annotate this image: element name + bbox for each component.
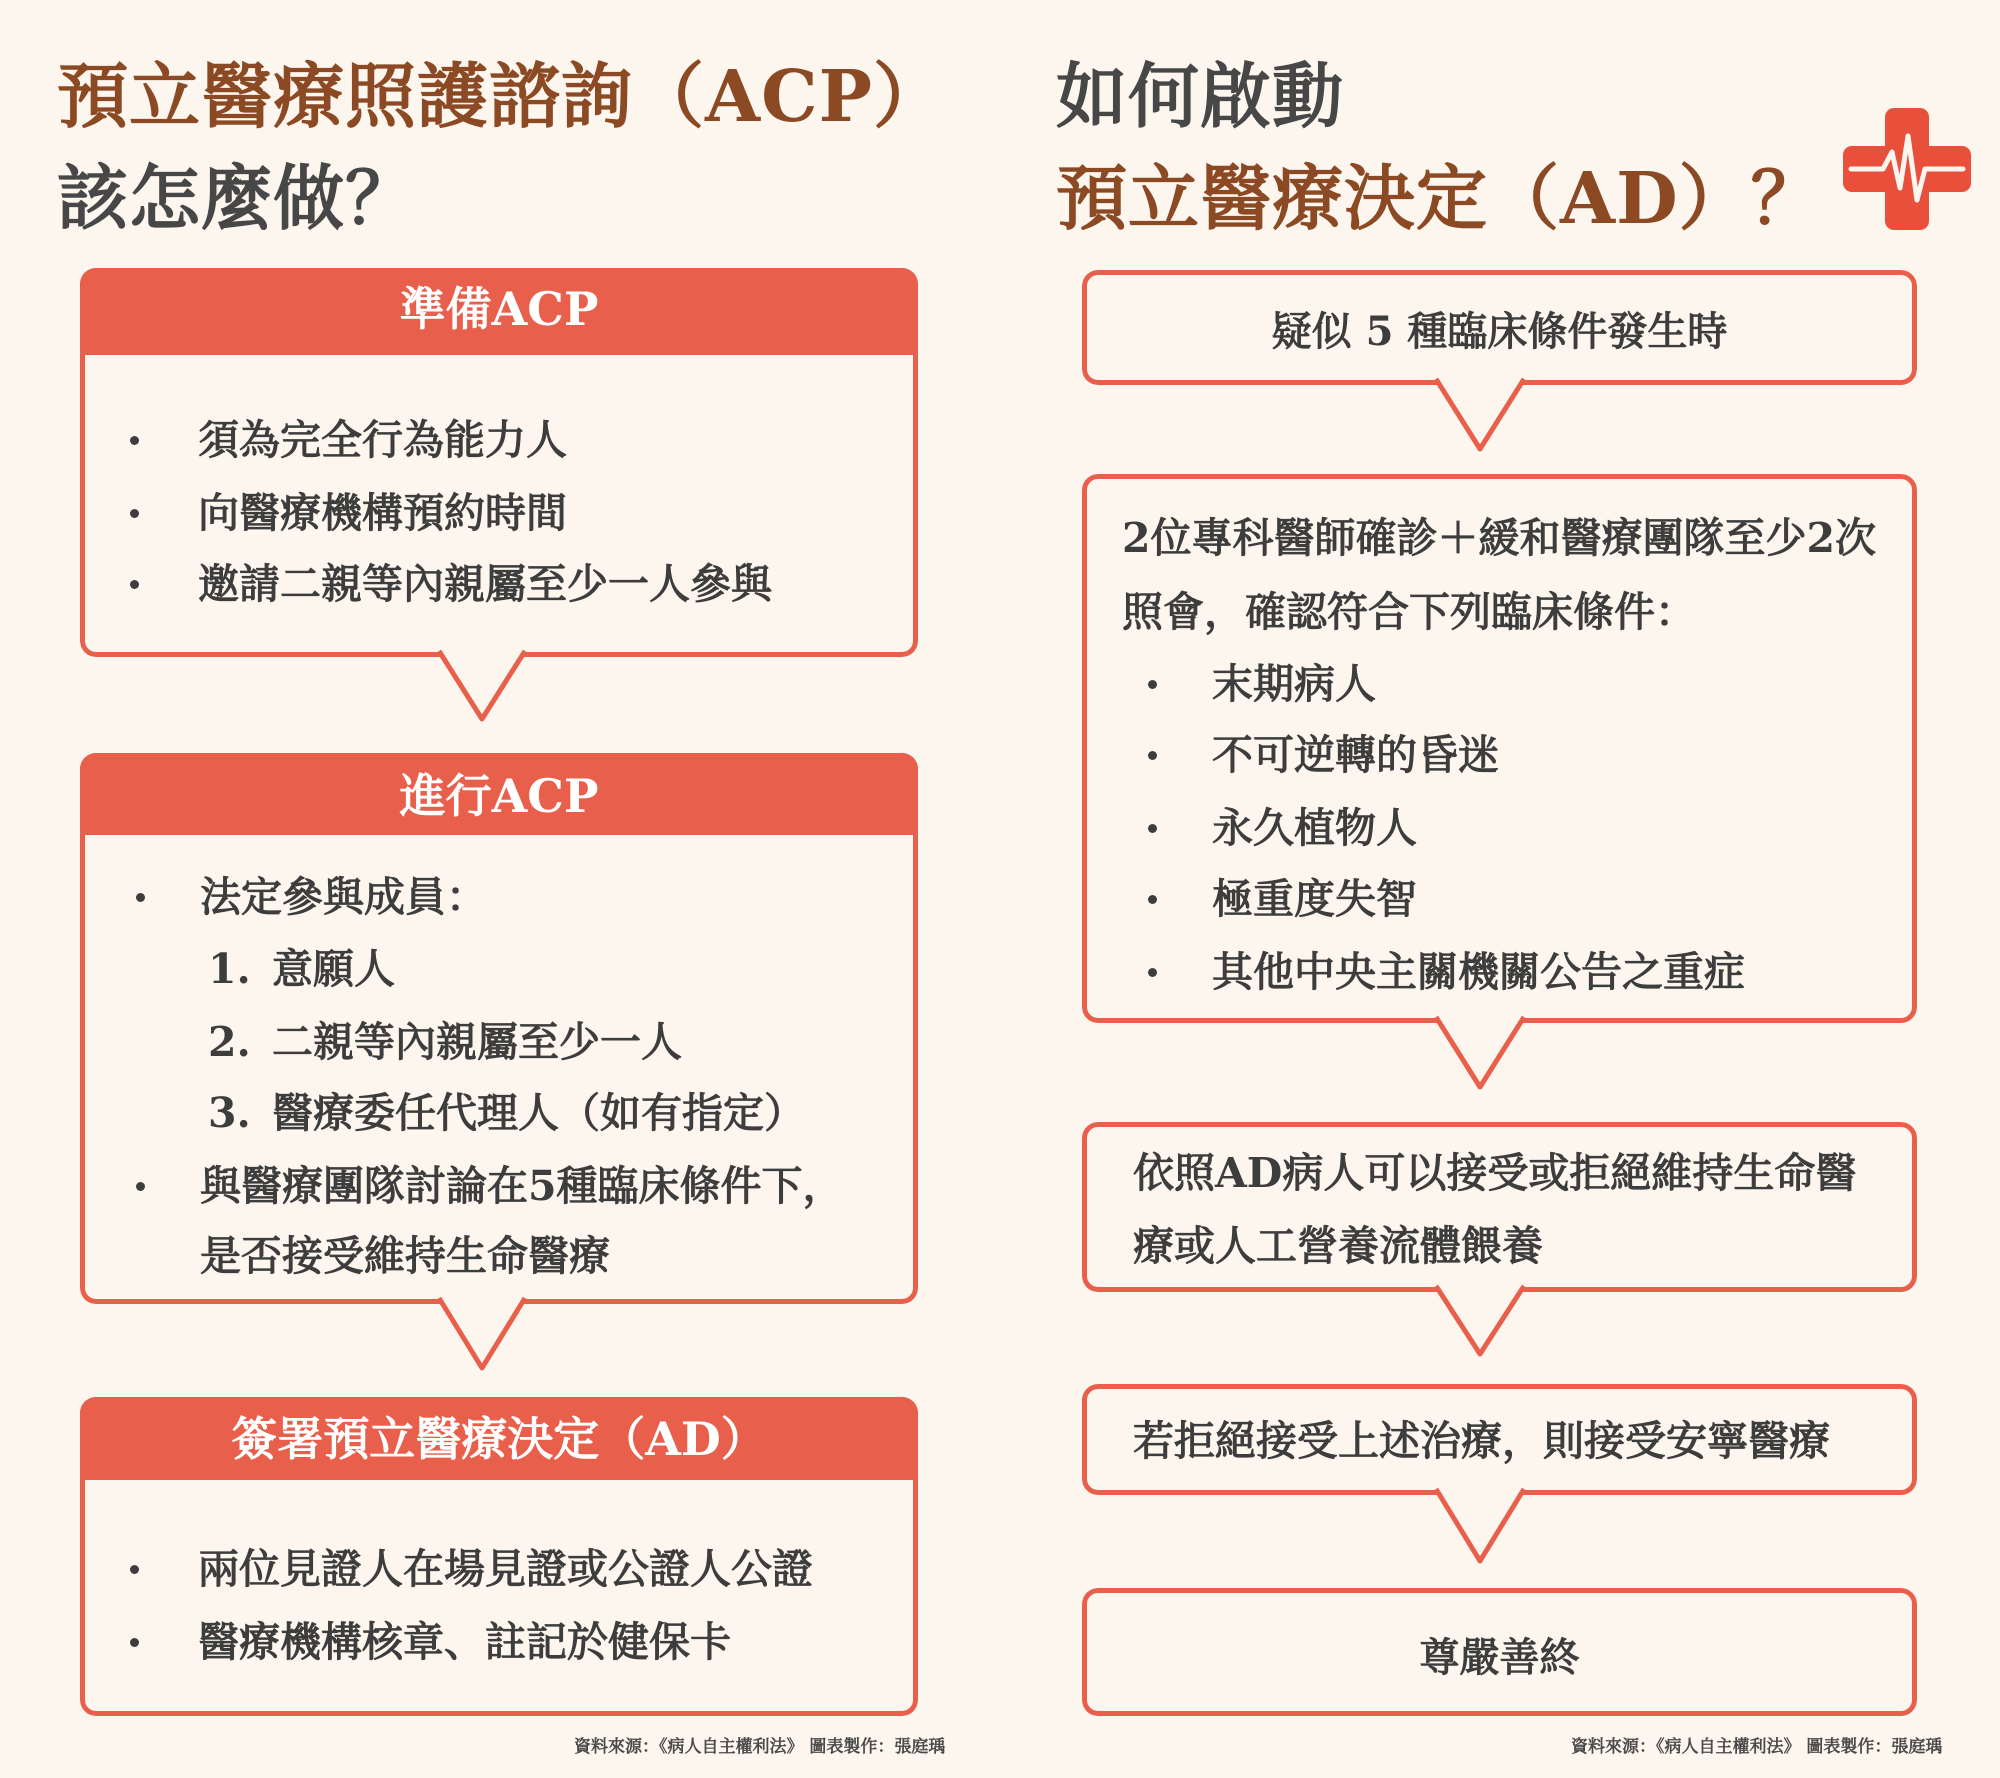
acp-step-conduct <box>80 753 918 1304</box>
bullet-dot <box>1148 968 1157 977</box>
bullet-dot <box>130 1638 139 1647</box>
flow-pointer <box>432 1298 532 1378</box>
flow-pointer <box>1430 1489 1530 1569</box>
member-item: 意願人 <box>272 945 395 993</box>
ad-refusal-box <box>1082 1384 1917 1495</box>
acp-step-sign-ad <box>80 1397 918 1716</box>
discussion-text: 是否接受維持生命醫療 <box>200 1232 610 1280</box>
ad-decision-box <box>1082 1122 1917 1292</box>
step-header: 進行ACP <box>80 753 918 835</box>
condition-item: 其他中央主關機關公告之重症 <box>1212 948 1745 996</box>
bullet-dot <box>130 509 139 518</box>
trigger-text: 疑似 5 種臨床條件發生時 <box>1271 308 1728 355</box>
bullet-dot <box>130 1565 139 1574</box>
decision-text: 療或人工營養流體餵養 <box>1133 1222 1543 1270</box>
bullet-dot <box>1148 824 1157 833</box>
ad-subtitle: 預立醫療決定（AD）？ <box>1056 156 1823 240</box>
bullet-dot <box>130 436 139 445</box>
bullet-dot <box>136 1182 145 1191</box>
acp-step-prepare <box>80 268 918 657</box>
step-header: 準備ACP <box>80 268 918 355</box>
flow-pointer <box>432 651 532 731</box>
bullet-dot <box>1148 751 1157 760</box>
source-credit: 資料來源：《病人自主權利法》 圖表製作：張庭瑀 <box>1571 1737 1943 1757</box>
list-item: 醫療機構核章、註記於健保卡 <box>198 1618 731 1666</box>
outcome-text: 尊嚴善終 <box>1419 1634 1580 1681</box>
ad-outcome-box <box>1082 1588 1917 1716</box>
members-label: 法定參與成員： <box>200 873 487 921</box>
ad-diagnosis-box <box>1082 474 1917 1023</box>
condition-item: 末期病人 <box>1212 660 1376 708</box>
step-header: 簽署預立醫療決定（AD） <box>80 1397 918 1480</box>
condition-item: 永久植物人 <box>1212 804 1417 852</box>
member-item: 醫療委任代理人（如有指定） <box>272 1089 805 1137</box>
acp-title: 預立醫療照護諮詢（ACP） <box>57 54 945 138</box>
acp-subtitle: 該怎麼做？ <box>57 156 418 240</box>
bullet-dot <box>1148 680 1157 689</box>
member-item: 二親等內親屬至少一人 <box>272 1018 682 1066</box>
source-credit: 資料來源：《病人自主權利法》 圖表製作：張庭瑀 <box>574 1737 946 1757</box>
list-item: 兩位見證人在場見證或公證人公證 <box>198 1545 813 1593</box>
diagnosis-text: 2位專科醫師確診＋緩和醫療團隊至少2次 <box>1122 514 1877 562</box>
bullet-dot <box>1148 895 1157 904</box>
refusal-text: 若拒絕接受上述治療，則接受安寧醫療 <box>1133 1417 1830 1465</box>
bullet-dot <box>130 580 139 589</box>
list-item: 向醫療機構預約時間 <box>198 489 567 537</box>
member-number: 1. <box>208 945 251 993</box>
medical-cross-icon <box>1843 108 1971 230</box>
list-item: 須為完全行為能力人 <box>198 416 567 464</box>
ad-trigger-box <box>1082 270 1917 385</box>
flow-pointer <box>1430 1286 1530 1366</box>
member-number: 3. <box>208 1089 251 1137</box>
condition-item: 極重度失智 <box>1212 875 1417 923</box>
decision-text: 依照AD病人可以接受或拒絕維持生命醫 <box>1133 1149 1857 1197</box>
condition-item: 不可逆轉的昏迷 <box>1212 731 1499 779</box>
discussion-text: 與醫療團隊討論在5種臨床條件下， <box>200 1162 844 1210</box>
diagnosis-text: 照會，確認符合下列臨床條件： <box>1122 588 1696 636</box>
flow-pointer <box>1430 379 1530 459</box>
ad-title: 如何啟動 <box>1056 54 1345 138</box>
member-number: 2. <box>208 1018 251 1066</box>
flow-pointer <box>1430 1017 1530 1097</box>
list-item: 邀請二親等內親屬至少一人參與 <box>198 560 772 608</box>
bullet-dot <box>136 893 145 902</box>
